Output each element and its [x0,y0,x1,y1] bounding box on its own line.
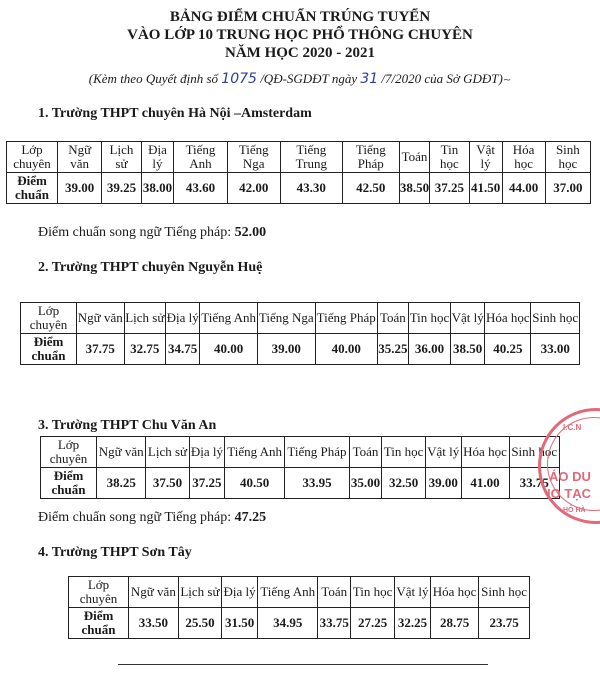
stamp-top-text: I.C.N [563,423,582,432]
table-row-subjects [41,437,560,468]
note-value: 47.25 [234,510,267,525]
score-cell: 32.25 [395,608,431,639]
subject-header-cell: Vật lý [469,142,502,173]
score-cell: 33.75 [318,608,351,639]
subject-header-cell: Tiếng Pháp [285,437,350,468]
subject-header-cell: Tiếng Pháp [342,142,399,173]
subject-header-cell: Tiếng Nga [227,142,280,173]
note-label: Điểm chuẩn song ngữ Tiếng pháp: [38,510,235,525]
school-3-bilingual-note [38,510,266,526]
subject-header-cell: Vật lý [425,437,461,468]
school-2-title: 2. Trường THPT chuyên Nguyễn Huệ [38,260,263,275]
school-3-title: 3. Trường THPT Chu Văn An [38,418,217,433]
score-cell: 38.50 [399,173,429,204]
score-cell: 35.25 [377,334,408,365]
subject-header-cell: Tiếng Anh [225,437,285,468]
official-seal-stamp [538,408,600,524]
subject-header-cell: Hóa học [502,142,545,173]
row-label-class: Lớp chuyên [7,142,58,173]
school-1-title: 1. Trường THPT chuyên Hà Nội –Amsterdam [38,106,312,121]
row-label-class: Lớp chuyên [41,437,97,468]
subject-header-cell: Địa lý [222,577,258,608]
subject-header-cell: Địa lý [189,437,225,468]
subject-header-cell: Tiếng Nga [257,303,315,334]
score-cell: 40.00 [200,334,258,365]
table-row-subjects [69,577,530,608]
subject-header-cell: Lịch sử [102,142,141,173]
score-cell: 42.00 [227,173,280,204]
subject-header-cell: Tin học [430,142,470,173]
note-label: Điểm chuẩn song ngữ Tiếng pháp: [38,225,235,240]
subject-header-cell: Hóa học [485,303,531,334]
score-cell: 35.00 [349,468,382,499]
score-cell: 25.50 [178,608,221,639]
score-cell: 33.95 [285,468,350,499]
subject-header-cell: Sinh học [545,142,590,173]
subject-header-cell: Tiếng Anh [174,142,227,173]
decision-reference [0,71,600,87]
score-cell: 40.25 [485,334,531,365]
doc-title-line-3: NĂM HỌC 2020 - 2021 [225,45,375,61]
subject-header-cell: Địa lý [166,303,200,334]
table-row-scores [41,468,560,499]
score-cell: 37.75 [77,334,125,365]
score-cell: 39.00 [58,173,102,204]
row-label-score: Điểm chuẩn [21,334,77,365]
score-cell: 34.95 [258,608,318,639]
stamp-line-1: ÁO DU [549,469,591,484]
score-cell: 37.25 [430,173,470,204]
subject-header-cell: Vật lý [395,577,431,608]
row-label-class: Lớp chuyên [69,577,129,608]
score-cell: 44.00 [502,173,545,204]
row-label-score: Điểm chuẩn [7,173,58,204]
subject-header-cell: Hóa học [461,437,509,468]
score-cell: 42.50 [342,173,399,204]
subject-header-cell: Sinh học [531,303,580,334]
score-cell: 28.75 [430,608,478,639]
score-cell: 38.25 [97,468,146,499]
subject-header-cell: Tiếng Pháp [315,303,377,334]
score-cell: 43.60 [174,173,227,204]
subject-header-cell: Toán [399,142,429,173]
school-2-score-table [20,302,580,365]
doc-title-line-2: VÀO LỚP 10 TRUNG HỌC PHỔ THÔNG CHUYÊN [127,27,473,43]
score-cell: 38.00 [141,173,174,204]
score-cell: 37.50 [146,468,189,499]
score-cell: 32.75 [124,334,166,365]
subject-header-cell: Lịch sử [124,303,166,334]
decision-day-handwritten: 31 [360,71,379,87]
subject-header-cell: Lịch sử [146,437,189,468]
score-cell: 38.50 [451,334,485,365]
subject-header-cell: Tiếng Trung [280,142,342,173]
school-3-score-table [40,436,560,499]
score-cell: 33.50 [129,608,179,639]
score-cell: 27.25 [351,608,395,639]
score-cell: 40.00 [315,334,377,365]
subject-header-cell: Ngữ văn [58,142,102,173]
note-value: 52.00 [234,225,267,240]
subject-header-cell: Ngữ văn [129,577,179,608]
subject-header-cell: Tiếng Anh [200,303,258,334]
decision-number-handwritten: 1075 [221,71,257,87]
score-cell: 33.00 [531,334,580,365]
subject-header-cell: Lịch sử [178,577,221,608]
score-cell: 43.30 [280,173,342,204]
score-cell: 36.00 [409,334,451,365]
subject-header-cell: Ngữ văn [77,303,125,334]
table-row-scores [69,608,530,639]
subject-header-cell: Vật lý [451,303,485,334]
score-cell: 33.75 [509,468,559,499]
score-cell: 41.50 [469,173,502,204]
score-cell: 39.25 [102,173,141,204]
score-cell: 37.00 [545,173,590,204]
subject-header-cell: Toán [318,577,351,608]
subject-header-cell: Tiếng Anh [258,577,318,608]
subject-header-cell: Sinh học [479,577,530,608]
score-cell: 31.50 [222,608,258,639]
school-4-score-table [68,576,530,639]
subject-header-cell: Hóa học [430,577,478,608]
subject-header-cell: Tin học [351,577,395,608]
subject-header-cell: Toán [377,303,408,334]
subject-header-cell: Tin học [382,437,426,468]
row-label-score: Điểm chuẩn [69,608,129,639]
stamp-line-2: IO TẠC [547,486,592,501]
stamp-bottom-text: HÔ HÀ [563,507,586,514]
subject-header-cell: Địa lý [141,142,174,173]
initials-scribble: ~ [502,75,512,86]
subject-header-cell: Ngữ văn [97,437,146,468]
bottom-rule [118,664,488,665]
score-cell: 40.50 [225,468,285,499]
table-row-scores [7,173,591,204]
school-1-score-table [6,141,591,204]
table-row-subjects [21,303,580,334]
score-cell: 39.00 [425,468,461,499]
decision-text-c: /7/2020 của Sở GDĐT) [378,71,503,86]
school-4-title: 4. Trường THPT Sơn Tây [38,545,192,560]
score-cell: 23.75 [479,608,530,639]
subject-header-cell: Tin học [409,303,451,334]
school-1-bilingual-note [38,225,266,241]
score-cell: 41.00 [461,468,509,499]
doc-title-line-1: BẢNG ĐIỂM CHUẨN TRÚNG TUYỂN [169,9,431,25]
table-row-subjects [7,142,591,173]
decision-text-a: (Kèm theo Quyết định số [88,71,222,86]
score-cell: 34.75 [166,334,200,365]
score-cell: 37.25 [189,468,225,499]
subject-header-cell: Sinh học [509,437,559,468]
score-cell: 32.50 [382,468,426,499]
decision-text-b: /QĐ-SGDĐT ngày [256,71,361,86]
table-row-scores [21,334,580,365]
row-label-score: Điểm chuẩn [41,468,97,499]
row-label-class: Lớp chuyên [21,303,77,334]
subject-header-cell: Toán [349,437,382,468]
score-cell: 39.00 [257,334,315,365]
